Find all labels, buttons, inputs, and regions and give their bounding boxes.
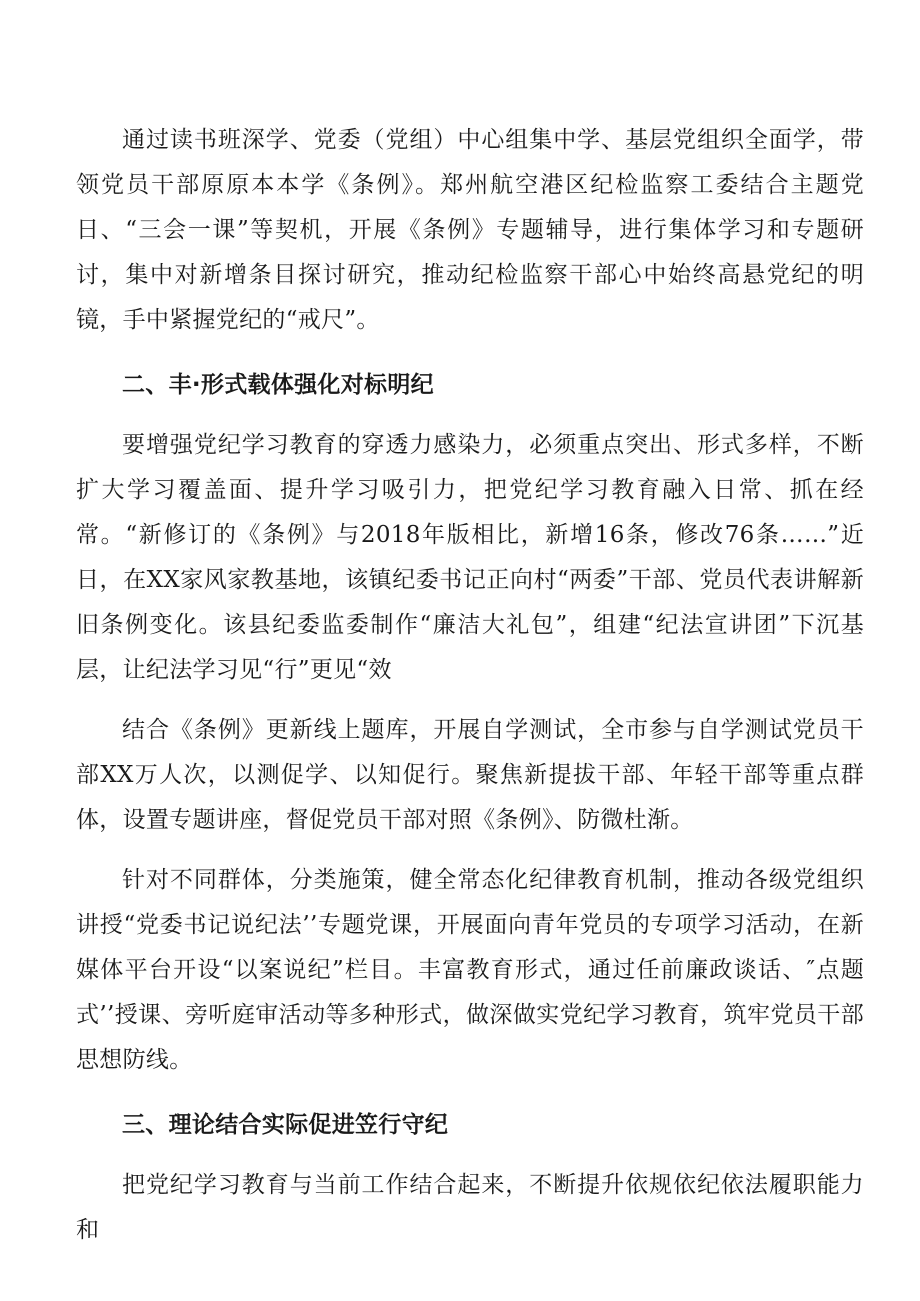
spacer [76, 408, 864, 423]
section-heading-3: 三、理论结合实际促进笠行守纪 [122, 1112, 449, 1138]
section-heading-2: 二、丰·形式载体强化对标明纪 [122, 372, 434, 398]
spacer [76, 843, 864, 858]
spacer [76, 693, 864, 708]
spacer [76, 1083, 864, 1103]
paragraph-2: 要增强党纪学习教育的穿透力感染力，必须重点突出、形式多样，不断扩大学习覆盖面、提升学习吸引力，把党纪学习教育融入日常、抓在经常。“新修订的《条例》与2018年版相比，新增16条，修改76条……”近日，在XX家风家教基地，该镇纪委书记正向村“两委”干部、党员代表讲解新旧条例变化。该县纪委监委制作“廉洁大礼包”，组建“纪法宣讲团”下沉基层，让纪法学习见“行”更见“效 [76, 432, 864, 683]
paragraph-5: 把党纪学习教育与当前工作结合起来，不断提升依规依纪依法履职能力和 [76, 1172, 864, 1243]
paragraph-4: 针对不同群体，分类施策，健全常态化纪律教育机制，推动各级党组织讲授“党委书记说纪法’’专题党课，开展面向青年党员的专项学习活动，在新媒体平台开设“以案说纪”栏目。丰富教育形式，通过任前廉政谈话、″点题式’’授课、旁听庭审活动等多种形式，做深做实党纪学习教育，筑牢党员干部思想防线。 [76, 867, 864, 1073]
spacer [76, 1148, 864, 1163]
paragraph-3: 结合《条例》更新线上题库，开展自学测试，全市参与自学测试党员干部XX万人次，以测促学、以知促行。聚焦新提拔干部、年轻干部等重点群体，设置专题讲座，督促党员干部对照《条例》、防微杜渐。 [76, 717, 864, 833]
spacer [76, 343, 864, 363]
paragraph-1: 通过读书班深学、党委（党组）中心组集中学、基层党组织全面学，带领党员干部原原本本学《条例》。郑州航空港区纪检监察工委结合主题党日、“三会一课”等契机，开展《条例》专题辅导，进行集体学习和专题研讨，集中对新增条目探讨研究，推动纪检监察干部心中始终高悬党纪的明镜，手中紧握党纪的“戒尺”。 [76, 127, 864, 333]
